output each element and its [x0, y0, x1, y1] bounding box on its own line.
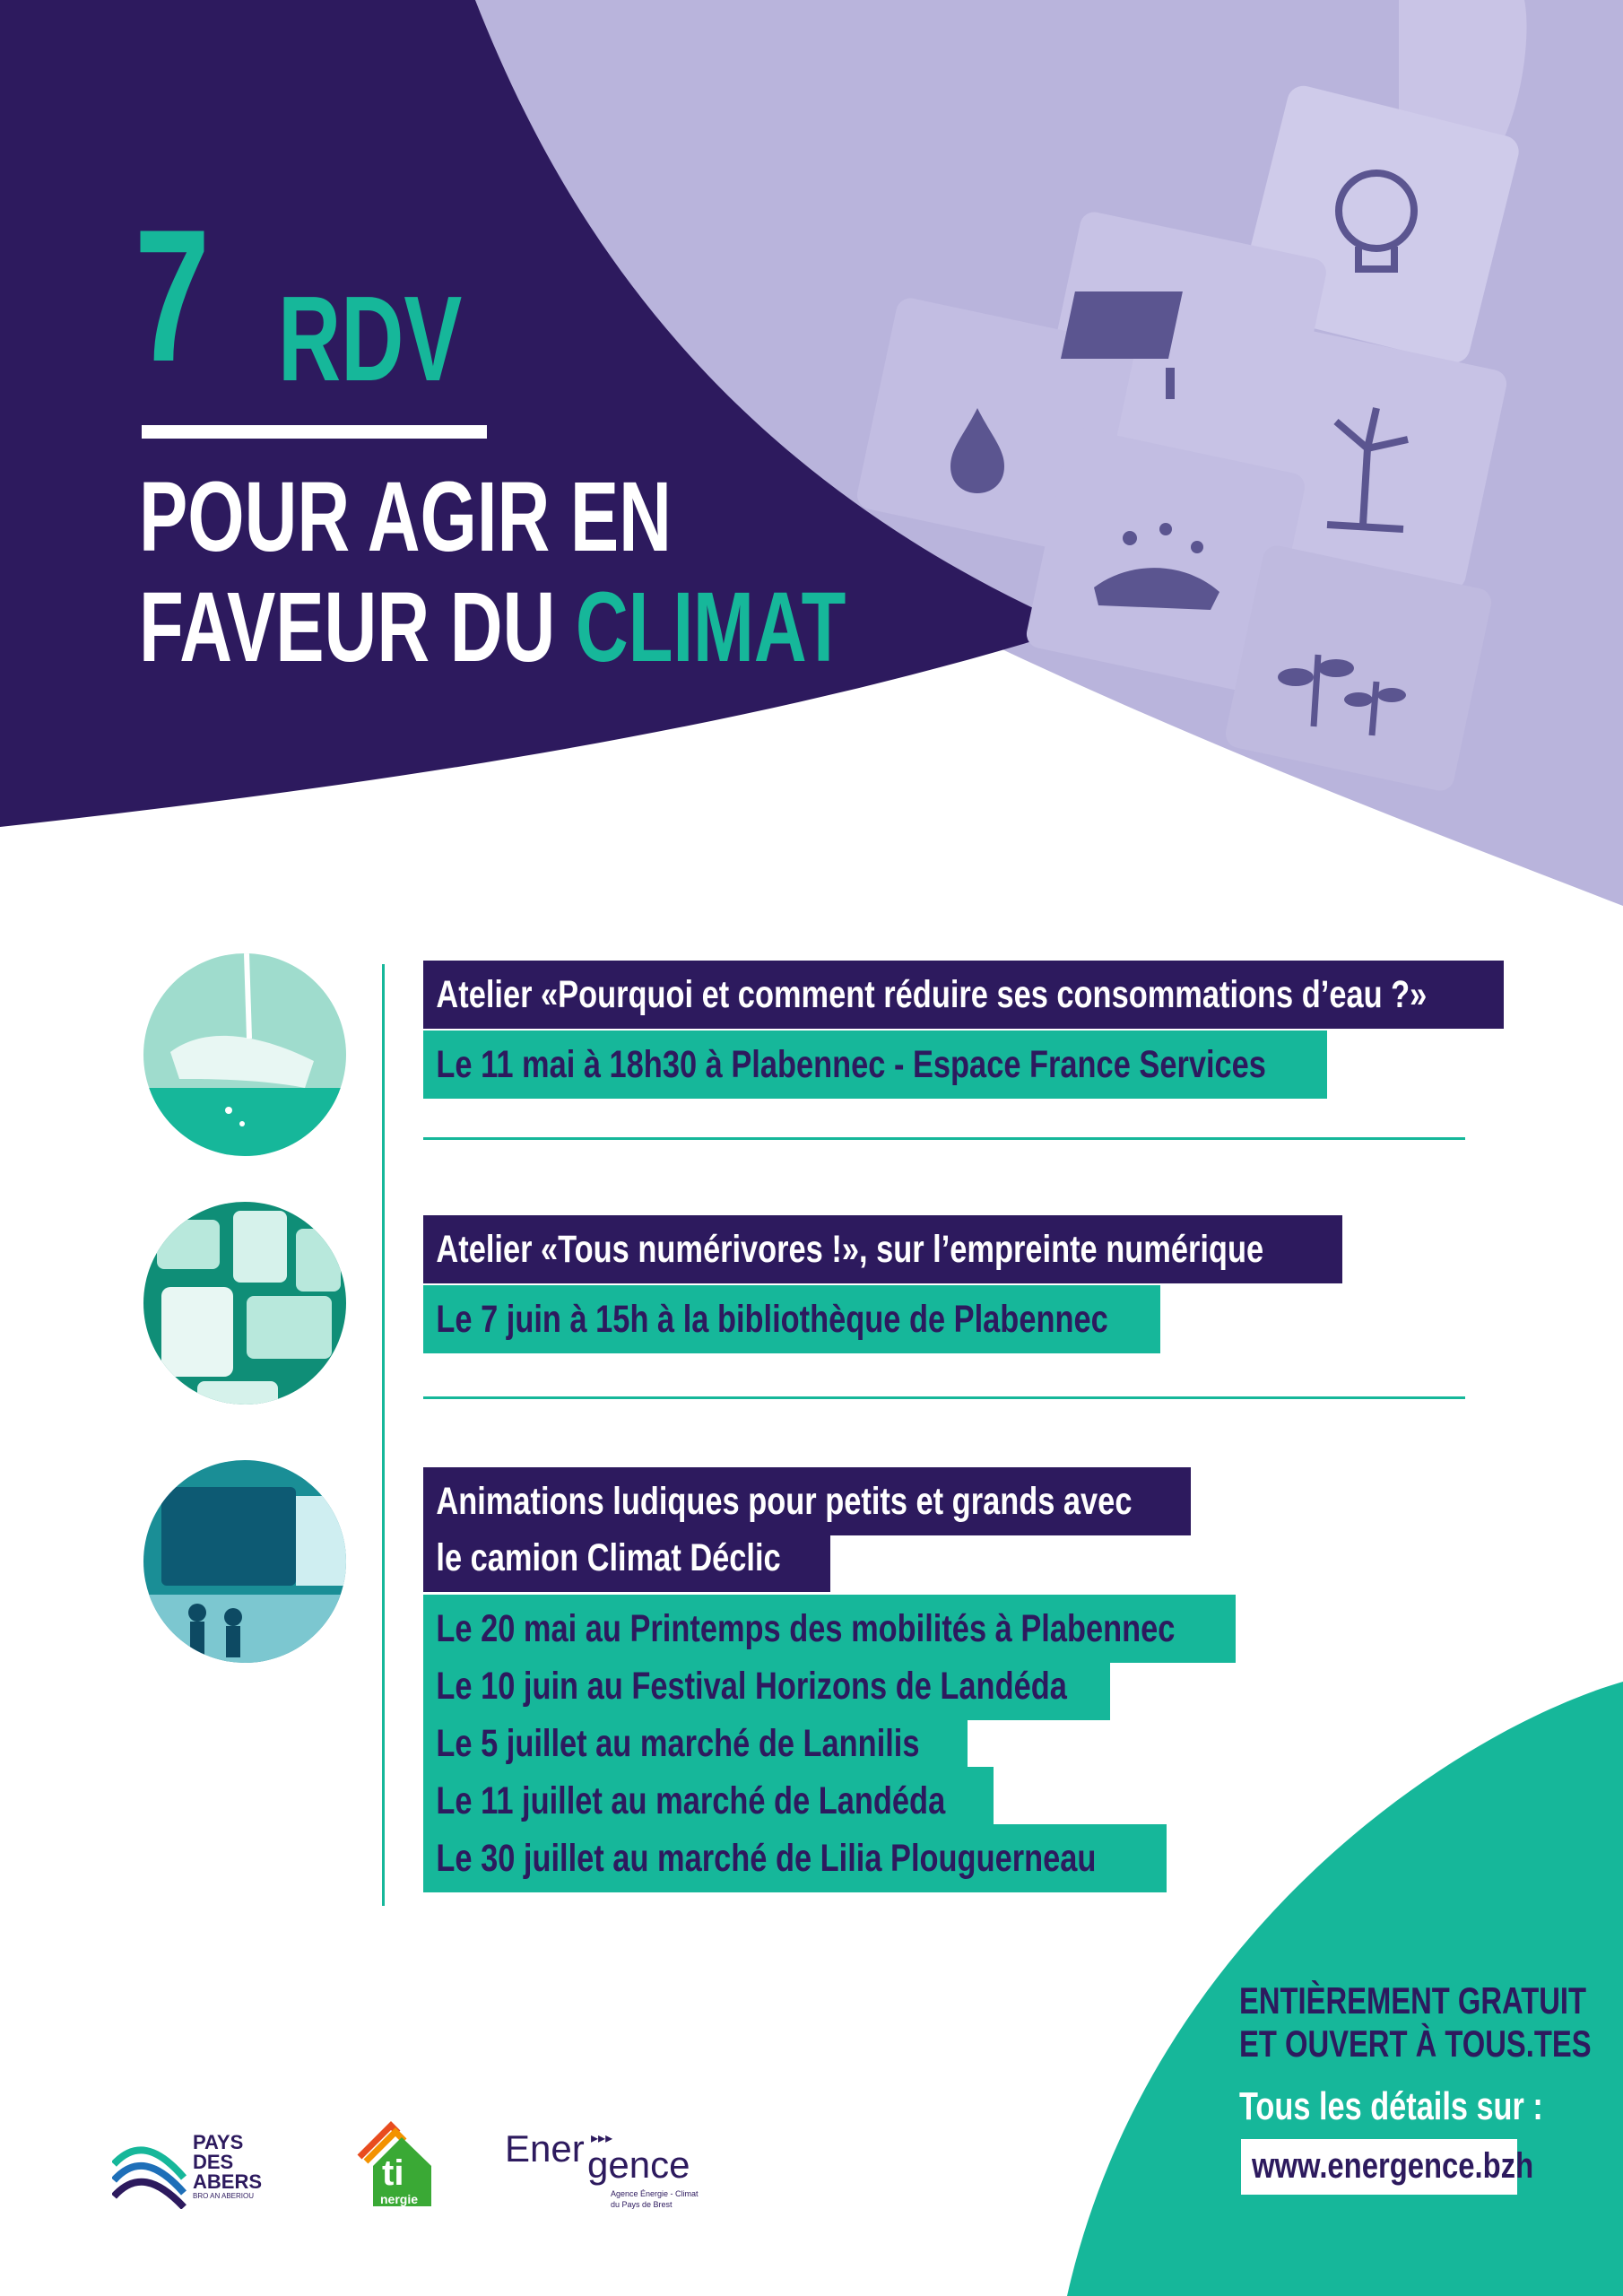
header-line-1: POUR AGIR EN	[139, 462, 672, 572]
header-number: 7	[135, 190, 211, 401]
event-3-date-1: Le 20 mai au Printemps des mobilités à Plabennec	[423, 1595, 1236, 1663]
separator-1	[423, 1137, 1465, 1140]
event-1-date: Le 11 mai à 18h30 à Plabennec - Espace France Services	[423, 1031, 1327, 1099]
event-3-date-5: Le 30 juillet au marché de Lilia Plouguerneau	[423, 1824, 1167, 1892]
pays-sub: BRO AN ABERIOU	[193, 2192, 255, 2200]
header-line-2-accent: CLIMAT	[575, 572, 846, 683]
event-3-date-2: Le 10 juin au Festival Horizons de Landéda	[423, 1652, 1110, 1720]
event-2-title: Atelier «Tous numérivores !», sur l’empreinte numérique	[423, 1215, 1342, 1283]
free-line-2: ET OUVERT À TOUS.TES	[1239, 2022, 1592, 2065]
event-3-date-3: Le 5 juillet au marché de Lannilis	[423, 1709, 968, 1778]
tinergie-logo	[355, 2121, 440, 2211]
details-text: Tous les détails sur :	[1239, 2084, 1543, 2128]
photo-devices	[143, 1202, 346, 1405]
energence-sub-1: Agence Énergie - Climat	[611, 2189, 699, 2198]
tinergie-bottom: nergie	[380, 2192, 419, 2206]
pays-line-1: PAYS	[193, 2131, 244, 2153]
energence-sub-2: du Pays de Brest	[611, 2200, 673, 2209]
event-1-title: Atelier «Pourquoi et comment réduire ses consommations d’eau ?»	[423, 961, 1504, 1029]
header-line-2	[139, 572, 846, 683]
header-rdv: RDV	[278, 271, 463, 406]
energence-arrows-icon: ▸▸▸	[591, 2131, 613, 2146]
energence-part-2: gence	[587, 2144, 690, 2186]
photo-climat-declic-truck	[143, 1460, 346, 1663]
timeline-line	[382, 964, 385, 1906]
tinergie-top: ti	[382, 2153, 404, 2193]
url-link[interactable]: www.energence.bzh	[1252, 2146, 1534, 2186]
pays-line-2: DES	[193, 2151, 234, 2173]
pays-line-3: ABERS	[193, 2170, 263, 2193]
photo-water-hands	[143, 953, 346, 1156]
separator-2	[423, 1396, 1465, 1399]
energence-part-1: Ener	[505, 2127, 585, 2170]
free-line-1: ENTIÈREMENT GRATUIT	[1239, 1979, 1587, 2022]
event-3-title-line-1: Animations ludiques pour petits et grands avec	[423, 1467, 1191, 1535]
event-3-title-line-2: le camion Climat Déclic	[423, 1524, 830, 1592]
event-3-date-4: Le 11 juillet au marché de Landéda	[423, 1767, 994, 1835]
header-line-2-prefix: FAVEUR DU	[139, 572, 556, 683]
abers-waves-icon	[112, 2137, 188, 2209]
energence-logo	[505, 2127, 711, 2211]
pays-des-abers-logo	[112, 2133, 291, 2213]
event-2-date: Le 7 juin à 15h à la bibliothèque de Plabennec	[423, 1285, 1160, 1353]
header-underline	[142, 425, 487, 439]
